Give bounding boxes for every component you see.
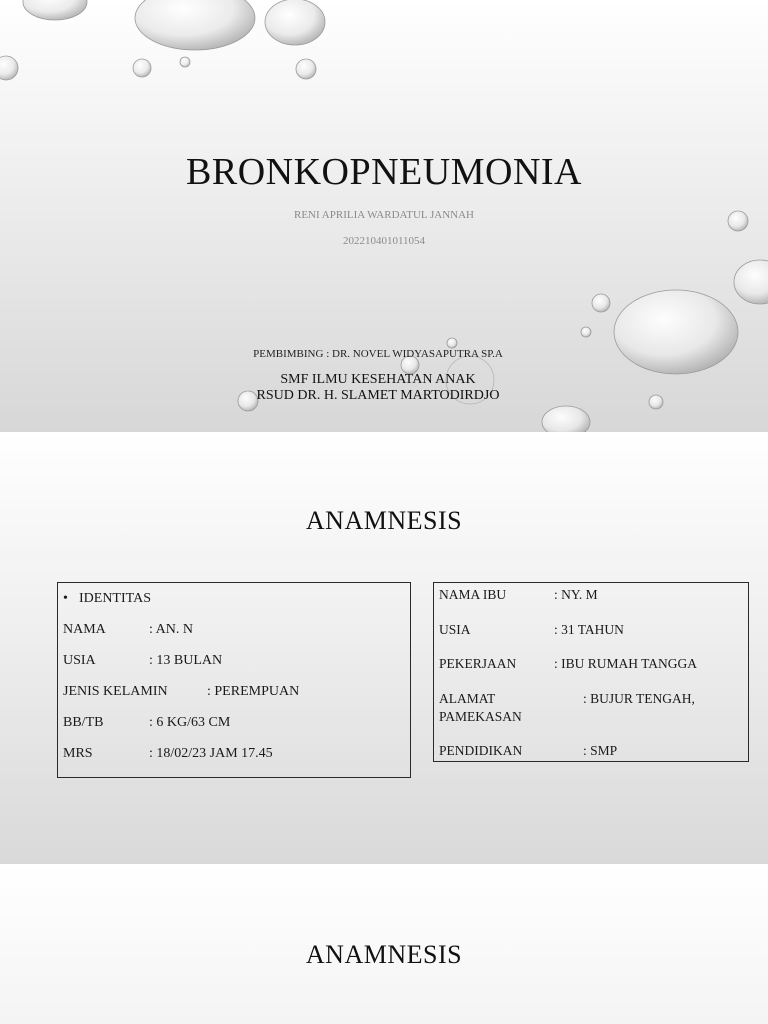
row-label: ALAMAT bbox=[439, 691, 496, 706]
row-label: USIA bbox=[63, 653, 96, 668]
row-value: : PEREMPUAN bbox=[207, 684, 300, 699]
row-value: : IBU RUMAH TANGGA bbox=[554, 656, 698, 671]
slide-title: ANAMNESIS bbox=[305, 940, 463, 969]
title-slide bbox=[0, 0, 768, 432]
row-label: JENIS KELAMIN bbox=[63, 684, 168, 699]
row-value: : 6 KG/63 CM bbox=[149, 715, 231, 730]
presentation-title: BRONKOPNEUMONIA bbox=[186, 151, 582, 193]
row-label: USIA bbox=[439, 622, 471, 637]
patient-identity-box bbox=[57, 582, 411, 778]
row-value: : SMP bbox=[583, 743, 618, 758]
hospital-name: RSUD DR. H. SLAMET MARTODIRDJO bbox=[256, 388, 500, 403]
slide-title: ANAMNESIS bbox=[305, 506, 463, 535]
row-label: NAMA bbox=[63, 622, 106, 637]
department-name: SMF ILMU KESEHATAN ANAK bbox=[280, 372, 476, 387]
anamnesis-slide bbox=[0, 432, 768, 864]
identity-row-name bbox=[63, 620, 405, 651]
row-label: PEKERJAAN bbox=[439, 656, 517, 671]
student-id: 202210401011054 bbox=[342, 235, 426, 247]
identity-row-admission bbox=[63, 744, 405, 775]
bullet-icon: • bbox=[63, 591, 68, 606]
mother-row-occupation bbox=[439, 655, 743, 690]
identity-row-age bbox=[63, 651, 405, 682]
row-value-continued: PAMEKASAN bbox=[439, 709, 522, 724]
row-label: MRS bbox=[63, 746, 93, 761]
mother-row-education bbox=[439, 742, 743, 760]
mother-row-age bbox=[439, 621, 743, 655]
identity-heading-text: IDENTITAS bbox=[79, 591, 151, 606]
row-value: : 31 TAHUN bbox=[554, 622, 624, 637]
drop-group-top bbox=[0, 0, 325, 80]
identity-row-sex bbox=[63, 682, 405, 713]
mother-row-name bbox=[439, 586, 743, 621]
row-value: : BUJUR TENGAH, bbox=[583, 691, 695, 706]
identity-heading bbox=[63, 589, 405, 620]
row-label: PENDIDIKAN bbox=[439, 743, 523, 758]
mother-row-address bbox=[439, 690, 743, 742]
row-value: : NY. M bbox=[554, 587, 598, 602]
identity-row-weight-height bbox=[63, 713, 405, 744]
row-value: : AN. N bbox=[149, 622, 193, 637]
mother-identity-box bbox=[433, 582, 749, 762]
row-label: NAMA IBU bbox=[439, 587, 507, 602]
row-value: : 18/02/23 JAM 17.45 bbox=[149, 746, 273, 761]
anamnesis-slide-2 bbox=[0, 864, 768, 1024]
row-value: : 13 BULAN bbox=[149, 653, 223, 668]
affiliation-block bbox=[0, 372, 756, 404]
row-label: BB/TB bbox=[63, 715, 104, 730]
supervisor-line: PEMBIMBING : DR. NOVEL WIDYASAPUTRA SP.A bbox=[253, 348, 503, 360]
author-name: RENI APRILIA WARDATUL JANNAH bbox=[294, 209, 474, 221]
